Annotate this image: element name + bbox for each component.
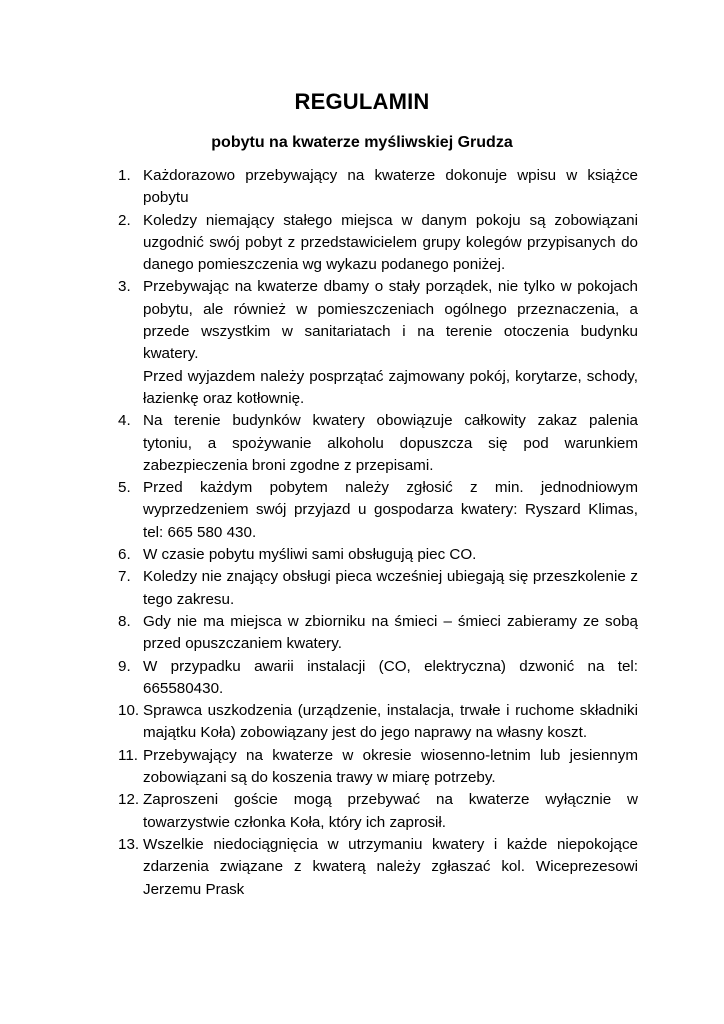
rules-list (118, 165, 638, 901)
rule-number: 10. (118, 702, 140, 720)
rule-text: Przebywając na kwaterze dbamy o stały porządek, nie tylko w pokojach pobytu, ale również w pomieszczeniach ogólnego przeznaczenia, a przede wszystkim w sanitariatach i na terenie otoczenia budynku kwatery. (143, 278, 638, 363)
rule-number: 12. (118, 791, 140, 809)
rule-number: 4. (118, 412, 131, 430)
rule-item (118, 544, 638, 566)
rule-text: Sprawca uszkodzenia (urządzenie, instalacja, trwałe i ruchome składniki majątku Koła) zobowiązany jest do jego naprawy na własny koszt. (143, 702, 638, 742)
rule-text: Wszelkie niedociągnięcia w utrzymaniu kwatery i każde niepokojące zdarzenia związane z kwaterą należy zgłaszać kol. Wiceprezesowi Jerzemu Prask (143, 835, 638, 898)
rule-text: Każdorazowo przebywający na kwaterze dokonuje wpisu w książce pobytu (143, 167, 638, 207)
rule-number: 1. (118, 167, 131, 184)
rule-number: 6. (118, 546, 131, 564)
document-subtitle: pobytu na kwaterze myśliwskiej Grudza (211, 134, 513, 151)
rule-extra-text: Przed wyjazdem należy posprzątać zajmowany pokój, korytarze, schody, łazienkę oraz kotłownię. (143, 367, 638, 407)
rule-item (118, 789, 638, 834)
rule-item (118, 165, 638, 210)
rule-text: Przebywający na kwaterze w okresie wiosenno-letnim lub jesiennym zobowiązani są do koszenia trawy w miarę potrzeby. (143, 746, 638, 787)
rule-number: 8. (118, 612, 131, 630)
rule-text: Zaproszeni goście mogą przebywać na kwaterze wyłącznie w towarzystwie członka Koła, który ich zaprosił. (143, 791, 638, 831)
rule-number: 3. (118, 278, 131, 296)
rule-item (118, 700, 638, 745)
rule-number: 2. (118, 211, 131, 229)
rule-item (118, 834, 638, 901)
rule-text: W czasie pobytu myśliwi sami obsługują piec CO. (143, 546, 477, 564)
rule-number: 5. (118, 479, 131, 497)
rule-item (118, 745, 638, 790)
rule-item (118, 566, 638, 611)
rule-text: W przypadku awarii instalacji (CO, elektryczna) dzwonić na tel: 665580430. (143, 657, 638, 697)
rule-number: 11. (118, 746, 138, 764)
rule-number: 7. (118, 568, 131, 586)
rule-item (118, 656, 638, 701)
document-title: REGULAMIN (294, 89, 430, 114)
rule-item (118, 210, 638, 277)
rule-item (118, 477, 638, 544)
rule-item (118, 410, 638, 477)
rule-item (118, 611, 638, 656)
rule-text: Koledzy niemający stałego miejsca w danym pokoju są zobowiązani uzgodnić swój pobyt z przedstawicielem grupy kolegów przypisanych do danego pomieszczenia wg wykazu podanego poniżej. (143, 211, 638, 274)
rule-text: Gdy nie ma miejsca w zbiorniku na śmieci – śmieci zabieramy ze sobą przed opuszczaniem kwatery. (143, 612, 638, 653)
rule-item (118, 276, 638, 410)
rule-text: Koledzy nie znający obsługi pieca wcześniej ubiegają się przeszkolenie z tego zakresu. (143, 568, 638, 608)
rule-text: Przed każdym pobytem należy zgłosić z min. jednodniowym wyprzedzeniem swój przyjazd u gospodarza kwatery: Ryszard Klimas, tel: 665 580 430. (143, 479, 638, 541)
rule-text: Na terenie budynków kwatery obowiązuje całkowity zakaz palenia tytoniu, a spożywanie alkoholu dopuszcza się pod warunkiem zabezpieczenia broni zgodne z przepisami. (143, 412, 638, 474)
rule-number: 9. (118, 657, 131, 675)
rule-number: 13. (118, 835, 140, 853)
